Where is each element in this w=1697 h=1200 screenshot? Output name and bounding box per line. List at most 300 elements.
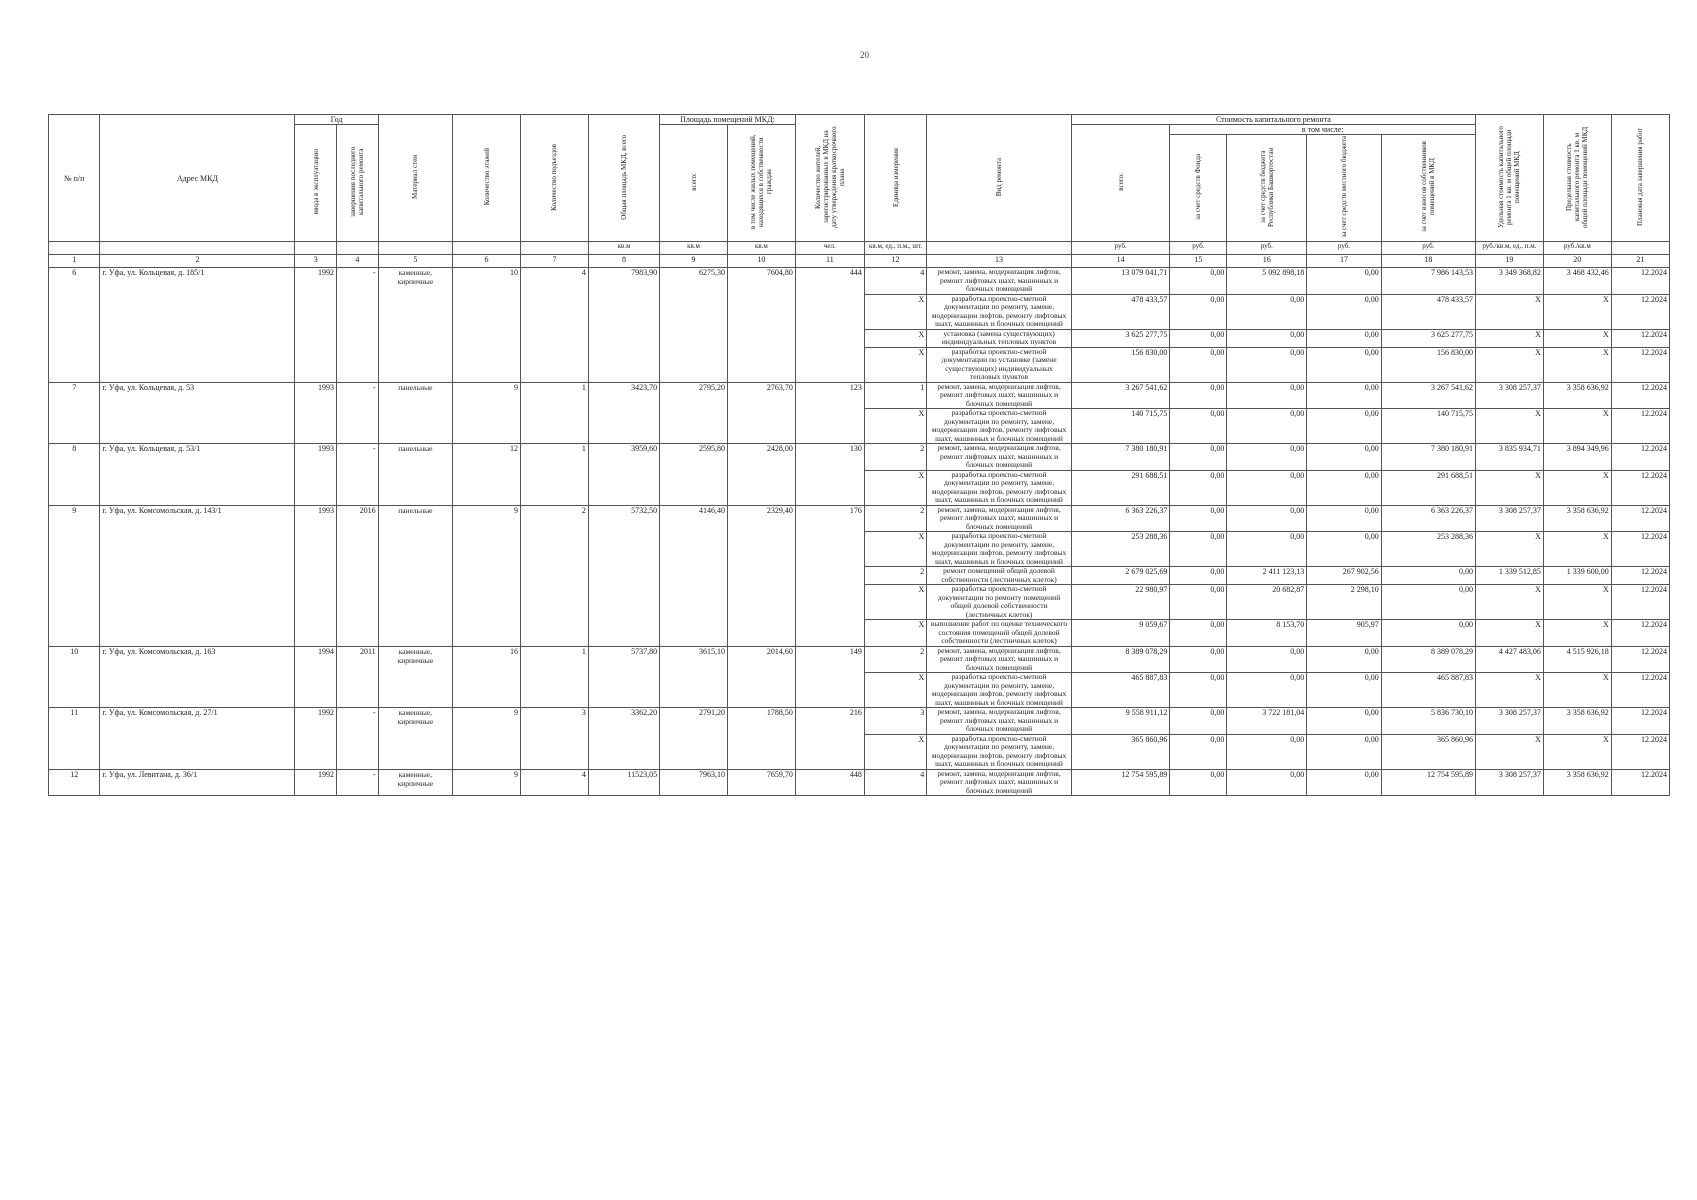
work-type: разработка проектно-сметной документации по установке (замене существующих) индивидуальных тепловых пунктов xyxy=(927,347,1072,382)
max-cost: X xyxy=(1543,329,1611,347)
unit-cost: 3 308 257,37 xyxy=(1475,769,1543,796)
cost-local: 0,00 xyxy=(1307,532,1381,567)
year-last-repair: - xyxy=(337,769,379,796)
residents: 444 xyxy=(795,268,864,383)
work-quantity: 4 xyxy=(864,268,926,295)
max-cost: X xyxy=(1543,673,1611,708)
cost-total: 2 679 025,69 xyxy=(1071,567,1170,585)
cost-fund: 0,00 xyxy=(1170,646,1227,673)
cost-republic: 0,00 xyxy=(1227,294,1307,329)
cost-republic: 0,00 xyxy=(1227,505,1307,532)
cost-total: 7 380 180,91 xyxy=(1071,444,1170,471)
year-last-repair: - xyxy=(337,444,379,506)
year-built: 1992 xyxy=(295,769,337,796)
cost-local: 0,00 xyxy=(1307,268,1381,295)
unit-cell xyxy=(927,242,1072,255)
unit-cost: 1 339 512,85 xyxy=(1475,567,1543,585)
header-floors: Количество этажей xyxy=(453,115,521,242)
cost-local: 0,00 xyxy=(1307,382,1381,409)
header-year-group: Год xyxy=(295,115,378,125)
column-number-cell: 11 xyxy=(795,255,864,268)
max-cost: 3 358 636,92 xyxy=(1543,708,1611,735)
header-cost-fund: за счет средств Фонда xyxy=(1170,135,1227,242)
work-type: ремонт, замена, модернизация лифтов, ремонт лифтовых шахт, машинных и блочных помещений xyxy=(927,444,1072,471)
building-address: г. Уфа, ул. Кольцевая, д. 53 xyxy=(100,382,295,444)
cost-republic: 0,00 xyxy=(1227,470,1307,505)
cost-owners: 253 288,36 xyxy=(1381,532,1475,567)
cost-local: 0,00 xyxy=(1307,769,1381,796)
unit-cost: 3 308 257,37 xyxy=(1475,505,1543,532)
cost-total: 6 363 226,37 xyxy=(1071,505,1170,532)
year-built: 1992 xyxy=(295,708,337,770)
unit-cost: 3 835 934,71 xyxy=(1475,444,1543,471)
year-built: 1993 xyxy=(295,505,337,646)
work-type: ремонт, замена, модернизация лифтов, ремонт лифтовых шахт, машинных и блочных помещений xyxy=(927,708,1072,735)
cost-republic: 0,00 xyxy=(1227,329,1307,347)
table-row xyxy=(49,444,1670,471)
wall-material: каменные, кирпичные xyxy=(378,708,452,770)
building-address: г. Уфа, ул. Кольцевая, д. 53/1 xyxy=(100,444,295,506)
total-area: 3423,70 xyxy=(588,382,659,444)
row-number: 10 xyxy=(49,646,100,708)
table-header xyxy=(49,115,1670,268)
year-built: 1993 xyxy=(295,382,337,444)
area-total: 2791,20 xyxy=(660,708,728,770)
header-unit-count: Единица измерения xyxy=(864,115,926,242)
cost-owners: 7 380 180,91 xyxy=(1381,444,1475,471)
cost-local: 0,00 xyxy=(1307,329,1381,347)
header-num: № п/п xyxy=(49,115,100,242)
cost-fund: 0,00 xyxy=(1170,409,1227,444)
unit-cost: X xyxy=(1475,585,1543,620)
entrances: 4 xyxy=(521,769,589,796)
work-quantity: 2 xyxy=(864,444,926,471)
year-last-repair: - xyxy=(337,268,379,383)
unit-cost: 3 349 368,82 xyxy=(1475,268,1543,295)
work-quantity: X xyxy=(864,673,926,708)
unit-cell: кв.м xyxy=(727,242,795,255)
cost-total: 140 715,75 xyxy=(1071,409,1170,444)
unit-cost: X xyxy=(1475,620,1543,647)
area-residential: 2428,00 xyxy=(727,444,795,506)
floors: 9 xyxy=(453,505,521,646)
cost-owners: 0,00 xyxy=(1381,567,1475,585)
header-cost-local: за счет средств местного бюджета xyxy=(1307,135,1381,242)
cost-owners: 291 688,51 xyxy=(1381,470,1475,505)
residents: 130 xyxy=(795,444,864,506)
cost-fund: 0,00 xyxy=(1170,769,1227,796)
max-cost: X xyxy=(1543,347,1611,382)
unit-cell xyxy=(521,242,589,255)
cost-total: 3 625 277,75 xyxy=(1071,329,1170,347)
cost-owners: 12 754 595,89 xyxy=(1381,769,1475,796)
cost-republic: 8 153,70 xyxy=(1227,620,1307,647)
work-quantity: 3 xyxy=(864,708,926,735)
cost-owners: 140 715,75 xyxy=(1381,409,1475,444)
area-residential: 2329,40 xyxy=(727,505,795,646)
cost-republic: 3 722 181,04 xyxy=(1227,708,1307,735)
cost-republic: 5 092 898,18 xyxy=(1227,268,1307,295)
work-quantity: X xyxy=(864,620,926,647)
unit-cost: X xyxy=(1475,470,1543,505)
area-residential: 7659,70 xyxy=(727,769,795,796)
deadline: 12.2024 xyxy=(1611,294,1669,329)
cost-local: 0,00 xyxy=(1307,294,1381,329)
total-area: 7983,90 xyxy=(588,268,659,383)
column-number-cell: 12 xyxy=(864,255,926,268)
wall-material: каменные, кирпичные xyxy=(378,646,452,708)
unit-cost: X xyxy=(1475,294,1543,329)
deadline: 12.2024 xyxy=(1611,444,1669,471)
building-address: г. Уфа, ул. Комсомольская, д. 143/1 xyxy=(100,505,295,646)
unit-cell xyxy=(337,242,379,255)
table-row xyxy=(49,268,1670,295)
max-cost: 3 894 349,96 xyxy=(1543,444,1611,471)
deadline: 12.2024 xyxy=(1611,769,1669,796)
row-number: 6 xyxy=(49,268,100,383)
unit-cost: 3 308 257,37 xyxy=(1475,382,1543,409)
cost-fund: 0,00 xyxy=(1170,382,1227,409)
deadline: 12.2024 xyxy=(1611,673,1669,708)
cost-owners: 478 433,57 xyxy=(1381,294,1475,329)
cost-total: 365 860,96 xyxy=(1071,734,1170,769)
work-quantity: X xyxy=(864,734,926,769)
cost-local: 0,00 xyxy=(1307,673,1381,708)
cost-total: 9 558 911,12 xyxy=(1071,708,1170,735)
cost-owners: 0,00 xyxy=(1381,620,1475,647)
table-row xyxy=(49,769,1670,796)
cost-owners: 3 267 541,62 xyxy=(1381,382,1475,409)
work-type: установка (замена существующих) индивидуальных тепловых пунктов xyxy=(927,329,1072,347)
cost-owners: 5 836 730,10 xyxy=(1381,708,1475,735)
deadline: 12.2024 xyxy=(1611,646,1669,673)
floors: 9 xyxy=(453,382,521,444)
work-type: ремонт, замена, модернизация лифтов, ремонт лифтовых шахт, машинных и блочных помещений xyxy=(927,769,1072,796)
cost-total: 12 754 595,89 xyxy=(1071,769,1170,796)
area-residential: 2763,70 xyxy=(727,382,795,444)
year-last-repair: - xyxy=(337,708,379,770)
work-quantity: 2 xyxy=(864,567,926,585)
area-total: 6275,30 xyxy=(660,268,728,383)
column-number-cell: 3 xyxy=(295,255,337,268)
header-address: Адрес МКД xyxy=(100,115,295,242)
column-number-cell: 13 xyxy=(927,255,1072,268)
wall-material: панельные xyxy=(378,505,452,646)
row-number: 7 xyxy=(49,382,100,444)
unit-cost: X xyxy=(1475,532,1543,567)
floors: 10 xyxy=(453,268,521,383)
area-residential: 2014,60 xyxy=(727,646,795,708)
residents: 176 xyxy=(795,505,864,646)
column-number-cell: 18 xyxy=(1381,255,1475,268)
column-number-cell: 16 xyxy=(1227,255,1307,268)
cost-owners: 7 986 143,53 xyxy=(1381,268,1475,295)
max-cost: X xyxy=(1543,585,1611,620)
cost-local: 0,00 xyxy=(1307,708,1381,735)
unit-cell xyxy=(100,242,295,255)
unit-cell xyxy=(1611,242,1669,255)
column-number-cell: 8 xyxy=(588,255,659,268)
unit-cost: X xyxy=(1475,409,1543,444)
unit-cost: X xyxy=(1475,734,1543,769)
max-cost: 3 358 636,92 xyxy=(1543,505,1611,532)
max-cost: X xyxy=(1543,409,1611,444)
work-quantity: X xyxy=(864,409,926,444)
unit-cell xyxy=(378,242,452,255)
table-row xyxy=(49,708,1670,735)
max-cost: X xyxy=(1543,470,1611,505)
floors: 16 xyxy=(453,646,521,708)
building-address: г. Уфа, ул. Левитана, д. 36/1 xyxy=(100,769,295,796)
cost-fund: 0,00 xyxy=(1170,470,1227,505)
unit-cost: 4 427 483,06 xyxy=(1475,646,1543,673)
total-area: 5732,50 xyxy=(588,505,659,646)
cost-local: 2 298,10 xyxy=(1307,585,1381,620)
column-number-cell: 14 xyxy=(1071,255,1170,268)
deadline: 12.2024 xyxy=(1611,382,1669,409)
header-total-area: Общая площадь МКД, всего xyxy=(588,115,659,242)
work-type: выполнение работ по оценке технического состояния помещений общей долевой собственности (лестничных клеток) xyxy=(927,620,1072,647)
column-number-cell: 10 xyxy=(727,255,795,268)
column-number-cell: 6 xyxy=(453,255,521,268)
cost-owners: 3 625 277,75 xyxy=(1381,329,1475,347)
unit-cell: кв.м xyxy=(660,242,728,255)
cost-local: 0,00 xyxy=(1307,734,1381,769)
cost-republic: 0,00 xyxy=(1227,646,1307,673)
entrances: 1 xyxy=(521,444,589,506)
year-last-repair: 2016 xyxy=(337,505,379,646)
unit-cell: руб. xyxy=(1071,242,1170,255)
cost-republic: 0,00 xyxy=(1227,673,1307,708)
year-built: 1992 xyxy=(295,268,337,383)
row-number: 9 xyxy=(49,505,100,646)
unit-cell: кв.м xyxy=(588,242,659,255)
cost-fund: 0,00 xyxy=(1170,505,1227,532)
year-last-repair: - xyxy=(337,382,379,444)
table-row xyxy=(49,505,1670,532)
column-number-cell: 4 xyxy=(337,255,379,268)
header-wall-material: Материал стен xyxy=(378,115,452,242)
cost-fund: 0,00 xyxy=(1170,673,1227,708)
wall-material: каменные, кирпичные xyxy=(378,769,452,796)
cost-fund: 0,00 xyxy=(1170,329,1227,347)
cost-local: 0,00 xyxy=(1307,646,1381,673)
work-type: разработка проектно-сметной документации по ремонту, замене, модернизации лифтов, ремонту лифтовых шахт, машинных и блочных помещений xyxy=(927,734,1072,769)
deadline: 12.2024 xyxy=(1611,470,1669,505)
deadline: 12.2024 xyxy=(1611,268,1669,295)
unit-cell: руб. xyxy=(1381,242,1475,255)
max-cost: 1 339 600,00 xyxy=(1543,567,1611,585)
work-type: разработка проектно-сметной документации по ремонту, замене, модернизации лифтов, ремонту лифтовых шахт, машинных и блочных помещений xyxy=(927,294,1072,329)
entrances: 4 xyxy=(521,268,589,383)
cost-republic: 0,00 xyxy=(1227,382,1307,409)
unit-cell: руб. xyxy=(1227,242,1307,255)
unit-cell: руб./кв.м xyxy=(1543,242,1611,255)
deadline: 12.2024 xyxy=(1611,585,1669,620)
area-residential: 7604,80 xyxy=(727,268,795,383)
header-area-total: всего: xyxy=(660,125,728,242)
residents: 149 xyxy=(795,646,864,708)
deadline: 12.2024 xyxy=(1611,347,1669,382)
units-row xyxy=(49,242,1670,255)
header-year-built: ввода в эксплуатацию xyxy=(295,125,337,242)
work-quantity: X xyxy=(864,585,926,620)
max-cost: 3 358 636,92 xyxy=(1543,769,1611,796)
cost-local: 267 902,56 xyxy=(1307,567,1381,585)
work-type: разработка проектно-сметной документации по ремонту, замене, модернизации лифтов, ремонту лифтовых шахт, машинных и блочных помещений xyxy=(927,673,1072,708)
capital-repair-table xyxy=(48,114,1670,796)
deadline: 12.2024 xyxy=(1611,532,1669,567)
max-cost: X xyxy=(1543,532,1611,567)
cost-total: 253 288,36 xyxy=(1071,532,1170,567)
wall-material: панельные xyxy=(378,382,452,444)
column-number-cell: 5 xyxy=(378,255,452,268)
total-area: 3959,60 xyxy=(588,444,659,506)
column-number-cell: 9 xyxy=(660,255,728,268)
cost-republic: 20 682,87 xyxy=(1227,585,1307,620)
header-cost-republic: за счет средств бюджета Республики Башкортостан xyxy=(1227,135,1307,242)
max-cost: X xyxy=(1543,734,1611,769)
work-type: разработка проектно-сметной документации по ремонту помещений общей долевой собственности (лестничных клеток) xyxy=(927,585,1072,620)
entrances: 2 xyxy=(521,505,589,646)
work-quantity: 2 xyxy=(864,505,926,532)
unit-cell xyxy=(295,242,337,255)
page-number: 20 xyxy=(860,50,869,60)
column-number-cell: 20 xyxy=(1543,255,1611,268)
residents: 448 xyxy=(795,769,864,796)
year-last-repair: 2011 xyxy=(337,646,379,708)
cost-total: 9 059,67 xyxy=(1071,620,1170,647)
work-quantity: X xyxy=(864,347,926,382)
area-residential: 1788,50 xyxy=(727,708,795,770)
work-type: ремонт, замена, модернизация лифтов, ремонт лифтовых шахт, машинных и блочных помещений xyxy=(927,268,1072,295)
cost-total: 22 980,97 xyxy=(1071,585,1170,620)
floors: 9 xyxy=(453,708,521,770)
header-including-group: в том числе: xyxy=(1170,125,1476,135)
cost-local: 0,00 xyxy=(1307,444,1381,471)
deadline: 12.2024 xyxy=(1611,329,1669,347)
row-number: 12 xyxy=(49,769,100,796)
work-quantity: X xyxy=(864,329,926,347)
work-quantity: 1 xyxy=(864,382,926,409)
cost-total: 13 079 041,71 xyxy=(1071,268,1170,295)
deadline: 12.2024 xyxy=(1611,567,1669,585)
cost-fund: 0,00 xyxy=(1170,444,1227,471)
cost-fund: 0,00 xyxy=(1170,532,1227,567)
column-number-cell: 7 xyxy=(521,255,589,268)
cost-owners: 365 860,96 xyxy=(1381,734,1475,769)
header-entrances: Количество подъездов xyxy=(521,115,589,242)
column-number-cell: 2 xyxy=(100,255,295,268)
cost-republic: 0,00 xyxy=(1227,409,1307,444)
deadline: 12.2024 xyxy=(1611,620,1669,647)
cost-fund: 0,00 xyxy=(1170,294,1227,329)
area-total: 3615,10 xyxy=(660,646,728,708)
row-number: 11 xyxy=(49,708,100,770)
total-area: 3362,20 xyxy=(588,708,659,770)
work-type: разработка проектно-сметной документации по ремонту, замене, модернизации лифтов, ремонту лифтовых шахт, машинных и блочных помещений xyxy=(927,470,1072,505)
header-cost-group: Стоимость капитального ремонта xyxy=(1071,115,1475,125)
entrances: 3 xyxy=(521,708,589,770)
header-work-type: Вид ремонта xyxy=(927,115,1072,242)
total-area: 5737,80 xyxy=(588,646,659,708)
header-premises-area-group: Площадь помещений МКД: xyxy=(660,115,796,125)
column-number-cell: 17 xyxy=(1307,255,1381,268)
area-total: 7963,10 xyxy=(660,769,728,796)
cost-republic: 0,00 xyxy=(1227,444,1307,471)
column-number-cell: 1 xyxy=(49,255,100,268)
residents: 216 xyxy=(795,708,864,770)
work-quantity: X xyxy=(864,470,926,505)
cost-owners: 8 389 078,29 xyxy=(1381,646,1475,673)
table-row xyxy=(49,382,1670,409)
cost-fund: 0,00 xyxy=(1170,585,1227,620)
deadline: 12.2024 xyxy=(1611,409,1669,444)
deadline: 12.2024 xyxy=(1611,734,1669,769)
unit-cost: X xyxy=(1475,673,1543,708)
cost-republic: 0,00 xyxy=(1227,532,1307,567)
header-year-last-repair: завершения последнего капитального ремонта xyxy=(337,125,379,242)
cost-total: 8 389 078,29 xyxy=(1071,646,1170,673)
header-cost-total: всего: xyxy=(1071,125,1170,242)
cost-total: 291 688,51 xyxy=(1071,470,1170,505)
area-total: 4146,40 xyxy=(660,505,728,646)
unit-cost: 3 308 257,37 xyxy=(1475,708,1543,735)
deadline: 12.2024 xyxy=(1611,708,1669,735)
cost-total: 3 267 541,62 xyxy=(1071,382,1170,409)
building-address: г. Уфа, ул. Кольцевая, д. 185/1 xyxy=(100,268,295,383)
max-cost: X xyxy=(1543,294,1611,329)
floors: 12 xyxy=(453,444,521,506)
max-cost: 4 515 926,18 xyxy=(1543,646,1611,673)
work-quantity: 2 xyxy=(864,646,926,673)
cost-local: 0,00 xyxy=(1307,347,1381,382)
deadline: 12.2024 xyxy=(1611,505,1669,532)
work-quantity: X xyxy=(864,294,926,329)
work-quantity: X xyxy=(864,532,926,567)
cost-republic: 0,00 xyxy=(1227,769,1307,796)
building-address: г. Уфа, ул. Комсомольская, д. 163 xyxy=(100,646,295,708)
column-number-cell: 15 xyxy=(1170,255,1227,268)
cost-fund: 0,00 xyxy=(1170,347,1227,382)
unit-cell: руб./кв.м, ед., п.м. xyxy=(1475,242,1543,255)
max-cost: X xyxy=(1543,620,1611,647)
entrances: 1 xyxy=(521,646,589,708)
cost-owners: 0,00 xyxy=(1381,585,1475,620)
table-body xyxy=(49,268,1670,796)
building-address: г. Уфа, ул. Комсомольская, д. 27/1 xyxy=(100,708,295,770)
cost-local: 0,00 xyxy=(1307,505,1381,532)
cost-fund: 0,00 xyxy=(1170,708,1227,735)
area-total: 2595,80 xyxy=(660,444,728,506)
table-row xyxy=(49,646,1670,673)
area-total: 2795,20 xyxy=(660,382,728,444)
header-unit-cost: Удельная стоимость капитального ремонта 1 кв. м общей площади помещений МКД xyxy=(1475,115,1543,242)
entrances: 1 xyxy=(521,382,589,444)
wall-material: каменные, кирпичные xyxy=(378,268,452,383)
column-numbers-row xyxy=(49,255,1670,268)
work-type: ремонт, замена, модернизация лифтов, ремонт лифтовых шахт, машинных и блочных помещений xyxy=(927,646,1072,673)
cost-total: 156 830,00 xyxy=(1071,347,1170,382)
work-type: разработка проектно-сметной документации по ремонту, замене, модернизации лифтов, ремонту лифтовых шахт, машинных и блочных помещений xyxy=(927,409,1072,444)
cost-owners: 465 887,83 xyxy=(1381,673,1475,708)
total-area: 11523,05 xyxy=(588,769,659,796)
cost-fund: 0,00 xyxy=(1170,567,1227,585)
header-residents: Количество жителей, зарегистрированных в МКД на дату утверждения краткосрочного плана xyxy=(795,115,864,242)
row-number: 8 xyxy=(49,444,100,506)
header-deadline: Плановая дата завершения работ xyxy=(1611,115,1669,242)
unit-cost: X xyxy=(1475,329,1543,347)
